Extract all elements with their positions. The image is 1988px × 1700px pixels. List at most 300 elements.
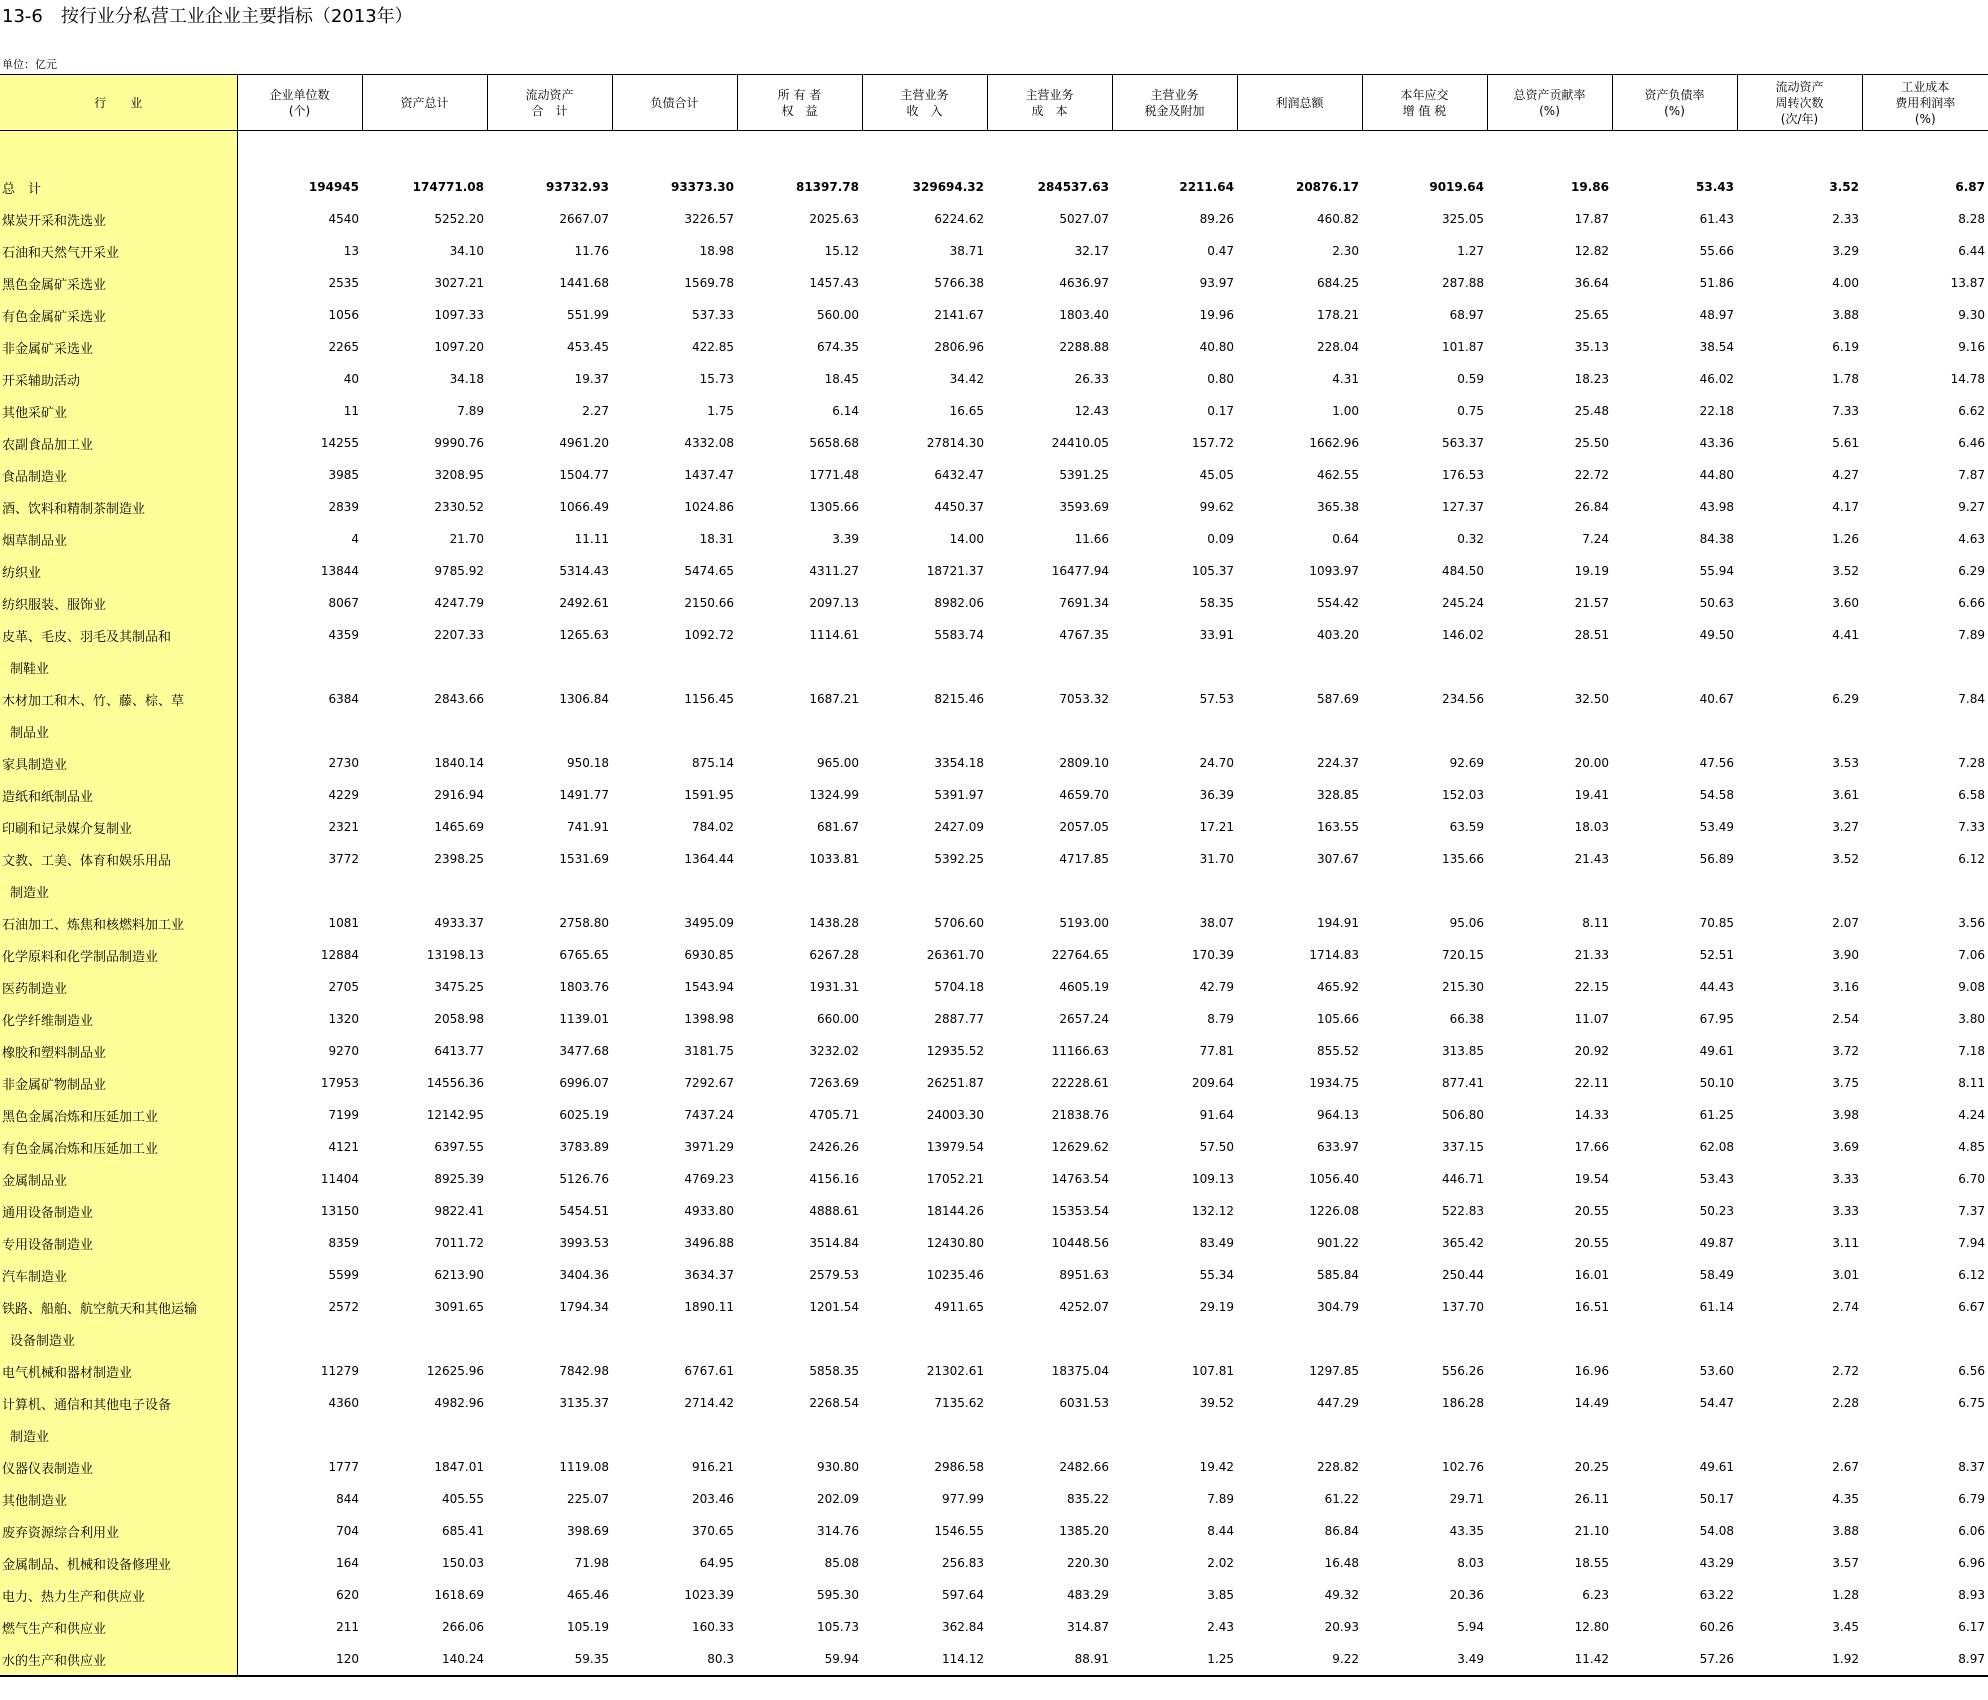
value-cell: 21.33 [1574, 948, 1609, 962]
table-row [0, 331, 1988, 363]
value-cell: 462.55 [1317, 468, 1359, 482]
value-cell: 20.55 [1574, 1204, 1609, 1218]
value-cell: 26361.70 [926, 948, 984, 962]
value-cell: 68.97 [1449, 308, 1484, 322]
value-cell: 8.97 [1862, 1643, 1988, 1676]
value-cell: 17953 [320, 1076, 359, 1090]
value-cell: 8067 [328, 596, 359, 610]
value-cell: 1491.77 [559, 788, 609, 802]
header-line: 权 益 [781, 103, 818, 118]
value-cell: 19.86 [1571, 180, 1609, 194]
value-cell: 11.76 [574, 244, 609, 258]
value-cell: 4705.71 [809, 1108, 859, 1122]
industry-cell: 煤炭开采和洗选业 [0, 203, 237, 235]
value-cell: 42.79 [1199, 980, 1234, 994]
value-cell: 44.43 [1699, 980, 1734, 994]
value-cell: 1803.76 [559, 980, 609, 994]
table-row [0, 1099, 1988, 1131]
value-cell: 152.03 [1442, 788, 1484, 802]
value-cell: 0.80 [1207, 372, 1234, 386]
industry-cell: 设备制造业 [0, 1323, 237, 1355]
value-cell: 5858.35 [809, 1364, 859, 1378]
spacer-cell [0, 131, 237, 172]
value-cell: 52.51 [1699, 948, 1734, 962]
value-cell: 7.37 [1958, 1204, 1985, 1218]
column-header [1112, 75, 1237, 131]
value-cell: 483.29 [1067, 1588, 1109, 1602]
value-cell: 50.63 [1699, 596, 1734, 610]
value-cell: 685.41 [442, 1524, 484, 1538]
spacer-cell [1237, 131, 1362, 172]
value-cell: 13979.54 [926, 1140, 984, 1154]
value-cell [862, 1323, 987, 1355]
value-cell: 16.51 [1574, 1300, 1609, 1314]
value-cell: 3496.88 [684, 1236, 734, 1250]
value-cell: 3.57 [1832, 1556, 1859, 1570]
value-cell: 45.05 [1199, 468, 1234, 482]
value-cell: 21.10 [1574, 1524, 1609, 1538]
value-cell: 55.94 [1699, 564, 1734, 578]
header-industry [0, 75, 237, 131]
table-row [0, 1291, 1988, 1323]
value-cell: 4769.23 [684, 1172, 734, 1186]
value-cell: 7.33 [1958, 820, 1985, 834]
value-cell: 4.31 [1332, 372, 1359, 386]
value-cell: 1931.31 [809, 980, 859, 994]
value-cell: 14763.54 [1051, 1172, 1109, 1186]
value-cell: 9.27 [1958, 500, 1985, 514]
value-cell [1362, 1323, 1487, 1355]
value-cell: 453.45 [567, 340, 609, 354]
value-cell [1112, 1323, 1237, 1355]
table-row [0, 779, 1988, 811]
value-cell: 0.32 [1457, 532, 1484, 546]
value-cell: 3208.95 [434, 468, 484, 482]
value-cell: 4982.96 [434, 1396, 484, 1410]
header-line: 费用利润率 [1895, 95, 1956, 110]
value-cell [1487, 651, 1612, 683]
value-cell: 24.70 [1199, 756, 1234, 770]
value-cell: 7437.24 [684, 1108, 734, 1122]
indicator-table [0, 74, 1988, 1677]
header-line: 流动资产 [525, 87, 574, 102]
value-cell: 55.34 [1199, 1268, 1234, 1282]
value-cell: 26.33 [1074, 372, 1109, 386]
value-cell: 6.70 [1958, 1172, 1985, 1186]
value-cell: 585.84 [1317, 1268, 1359, 1282]
value-cell: 7842.98 [559, 1364, 609, 1378]
value-cell: 63.59 [1449, 820, 1484, 834]
value-cell: 3.52 [1832, 564, 1859, 578]
value-cell: 1139.01 [559, 1012, 609, 1026]
spacer-cell [1112, 131, 1237, 172]
value-cell: 20.55 [1574, 1236, 1609, 1250]
value-cell: 560.00 [817, 308, 859, 322]
value-cell [987, 715, 1112, 747]
value-cell: 234.56 [1442, 692, 1484, 706]
value-cell: 2.43 [1207, 1620, 1234, 1634]
value-cell: 178.21 [1317, 308, 1359, 322]
value-cell: 784.02 [692, 820, 734, 834]
value-cell: 20.36 [1449, 1588, 1484, 1602]
value-cell: 21.57 [1574, 596, 1609, 610]
value-cell: 28.51 [1574, 628, 1609, 642]
value-cell: 194945 [308, 180, 359, 194]
value-cell: 6.62 [1958, 404, 1985, 418]
value-cell: 5706.60 [934, 916, 984, 930]
value-cell: 86.84 [1324, 1524, 1359, 1538]
value-cell: 20.00 [1574, 756, 1609, 770]
value-cell: 13.87 [1950, 276, 1985, 290]
value-cell: 127.37 [1442, 500, 1484, 514]
value-cell: 7011.72 [434, 1236, 484, 1250]
header-line: (次/年) [1780, 111, 1819, 126]
value-cell: 16.01 [1574, 1268, 1609, 1282]
value-cell: 422.85 [692, 340, 734, 354]
value-cell: 7.84 [1958, 692, 1985, 706]
value-cell: 6.29 [1958, 564, 1985, 578]
industry-cell: 制品业 [0, 715, 237, 747]
value-cell: 12629.62 [1051, 1140, 1109, 1154]
header-line: 税金及附加 [1144, 103, 1205, 118]
value-cell [737, 651, 862, 683]
value-cell: 1156.45 [684, 692, 734, 706]
value-cell: 855.52 [1317, 1044, 1359, 1058]
value-cell: 4450.37 [934, 500, 984, 514]
value-cell: 1398.98 [684, 1012, 734, 1026]
value-cell: 1.78 [1832, 372, 1859, 386]
value-cell [237, 875, 362, 907]
value-cell: 256.83 [942, 1556, 984, 1570]
value-cell: 4659.70 [1059, 788, 1109, 802]
value-cell: 19.42 [1199, 1460, 1234, 1474]
value-cell: 460.82 [1317, 212, 1359, 226]
value-cell: 54.58 [1699, 788, 1734, 802]
value-cell: 120 [237, 1643, 362, 1676]
header-line: 主营业务 [900, 87, 949, 102]
industry-cell: 皮革、毛皮、羽毛及其制品和 [0, 619, 237, 651]
value-cell: 3027.21 [434, 276, 484, 290]
value-cell [1862, 1323, 1988, 1355]
table-row [0, 555, 1988, 587]
value-cell: 1066.49 [559, 500, 609, 514]
value-cell: 93.97 [1199, 276, 1234, 290]
header-line: (%) [1664, 103, 1685, 118]
value-cell: 6.96 [1958, 1556, 1985, 1570]
value-cell: 83.49 [1199, 1236, 1234, 1250]
value-cell: 405.55 [442, 1492, 484, 1506]
value-cell: 3477.68 [559, 1044, 609, 1058]
value-cell: 11.42 [1487, 1643, 1612, 1676]
industry-cell: 有色金属冶炼和压延加工业 [0, 1131, 237, 1163]
value-cell: 43.29 [1699, 1556, 1734, 1570]
table-row [0, 1131, 1988, 1163]
value-cell: 58.49 [1699, 1268, 1734, 1282]
value-cell: 9.30 [1958, 308, 1985, 322]
value-cell: 8.93 [1958, 1588, 1985, 1602]
value-cell: 2714.42 [684, 1396, 734, 1410]
industry-cell: 废弃资源综合利用业 [0, 1515, 237, 1547]
value-cell: 209.64 [1192, 1076, 1234, 1090]
value-cell: 140.24 [362, 1643, 487, 1676]
value-cell: 0.59 [1457, 372, 1484, 386]
value-cell: 2398.25 [434, 852, 484, 866]
value-cell: 7263.69 [809, 1076, 859, 1090]
value-cell: 49.87 [1699, 1236, 1734, 1250]
value-cell: 7292.67 [684, 1076, 734, 1090]
value-cell: 3.52 [1832, 852, 1859, 866]
value-cell: 620 [336, 1588, 359, 1602]
value-cell: 2150.66 [684, 596, 734, 610]
value-cell: 250.44 [1442, 1268, 1484, 1282]
value-cell: 3772 [328, 852, 359, 866]
value-cell: 5252.20 [434, 212, 484, 226]
value-cell: 54.47 [1699, 1396, 1734, 1410]
value-cell: 57.53 [1199, 692, 1234, 706]
value-cell: 14.00 [949, 532, 984, 546]
value-cell: 447.29 [1317, 1396, 1359, 1410]
value-cell: 2.74 [1832, 1300, 1859, 1314]
value-cell: 10235.46 [926, 1268, 984, 1282]
value-cell [862, 715, 987, 747]
industry-cell: 纺织服装、服饰业 [0, 587, 237, 619]
value-cell [1237, 875, 1362, 907]
value-cell: 674.35 [817, 340, 859, 354]
value-cell: 57.26 [1612, 1643, 1737, 1676]
value-cell: 5658.68 [809, 436, 859, 450]
value-cell: 9785.92 [434, 564, 484, 578]
value-cell: 34.18 [449, 372, 484, 386]
value-cell: 5766.38 [934, 276, 984, 290]
value-cell: 43.98 [1699, 500, 1734, 514]
value-cell: 1364.44 [684, 852, 734, 866]
value-cell: 1201.54 [809, 1300, 859, 1314]
header-line: 主营业务 [1150, 87, 1199, 102]
value-cell: 0.17 [1207, 404, 1234, 418]
value-cell: 537.33 [692, 308, 734, 322]
value-cell: 105.19 [567, 1620, 609, 1634]
value-cell: 6.79 [1958, 1492, 1985, 1506]
value-cell [612, 715, 737, 747]
column-header [237, 75, 362, 131]
industry-cell: 制造业 [0, 1419, 237, 1451]
value-cell: 2758.80 [559, 916, 609, 930]
value-cell: 8951.63 [1059, 1268, 1109, 1282]
value-cell: 2579.53 [809, 1268, 859, 1282]
value-cell: 59.94 [737, 1643, 862, 1676]
value-cell: 5126.76 [559, 1172, 609, 1186]
value-cell: 13 [343, 244, 359, 258]
value-cell: 6.29 [1832, 692, 1859, 706]
header-line: 增 值 税 [1402, 103, 1447, 118]
value-cell [487, 875, 612, 907]
value-cell: 19.19 [1574, 564, 1609, 578]
value-cell: 16477.94 [1051, 564, 1109, 578]
value-cell: 1.75 [707, 404, 734, 418]
value-cell: 2839 [328, 500, 359, 514]
value-cell [362, 651, 487, 683]
value-cell: 220.30 [1067, 1556, 1109, 1570]
value-cell: 370.65 [692, 1524, 734, 1538]
value-cell: 49.32 [1324, 1588, 1359, 1602]
value-cell: 325.05 [1442, 212, 1484, 226]
value-cell: 20.92 [1574, 1044, 1609, 1058]
value-cell: 55.66 [1699, 244, 1734, 258]
value-cell: 329694.32 [912, 180, 984, 194]
table-row [0, 1611, 1988, 1643]
value-cell: 6.75 [1958, 1396, 1985, 1410]
value-cell [1362, 875, 1487, 907]
value-cell: 3135.37 [559, 1396, 609, 1410]
table-body [0, 131, 1988, 1677]
table-row [0, 1643, 1988, 1676]
value-cell: 2.07 [1832, 916, 1859, 930]
table-row [0, 1355, 1988, 1387]
value-cell: 17.87 [1574, 212, 1609, 226]
value-cell: 3.16 [1832, 980, 1859, 994]
value-cell: 164 [336, 1556, 359, 1570]
table-row [0, 1163, 1988, 1195]
value-cell: 7199 [328, 1108, 359, 1122]
value-cell: 506.80 [1442, 1108, 1484, 1122]
value-cell [987, 1419, 1112, 1451]
header-line: 资产总计 [400, 95, 449, 110]
value-cell: 3.27 [1832, 820, 1859, 834]
spacer-cell [612, 131, 737, 172]
value-cell: 6.46 [1958, 436, 1985, 450]
value-cell: 977.99 [942, 1492, 984, 1506]
spacer-cell [862, 131, 987, 172]
value-cell: 11166.63 [1051, 1044, 1109, 1058]
value-cell [237, 1419, 362, 1451]
value-cell: 17052.21 [926, 1172, 984, 1186]
value-cell: 5314.43 [559, 564, 609, 578]
value-cell [237, 651, 362, 683]
value-cell [1237, 1419, 1362, 1451]
value-cell: 25.48 [1574, 404, 1609, 418]
value-cell [362, 715, 487, 747]
value-cell: 1023.39 [684, 1588, 734, 1602]
value-cell: 741.91 [567, 820, 609, 834]
value-cell: 6413.77 [434, 1044, 484, 1058]
value-cell: 58.35 [1199, 596, 1234, 610]
value-cell: 12.80 [1574, 1620, 1609, 1634]
value-cell: 17.66 [1574, 1140, 1609, 1154]
industry-cell: 文教、工美、体育和娱乐用品 [0, 843, 237, 875]
value-cell: 18144.26 [926, 1204, 984, 1218]
value-cell: 6.23 [1582, 1588, 1609, 1602]
value-cell: 3.49 [1362, 1643, 1487, 1676]
header-line: 工业成本 [1901, 79, 1950, 94]
value-cell [612, 651, 737, 683]
value-cell: 194.91 [1317, 916, 1359, 930]
value-cell: 53.49 [1699, 820, 1734, 834]
value-cell: 595.30 [817, 1588, 859, 1602]
value-cell: 1687.21 [809, 692, 859, 706]
value-cell: 4247.79 [434, 596, 484, 610]
value-cell: 1441.68 [559, 276, 609, 290]
value-cell: 8.11 [1582, 916, 1609, 930]
value-cell: 8.28 [1958, 212, 1985, 226]
value-cell: 2657.24 [1059, 1012, 1109, 1026]
value-cell: 245.24 [1442, 596, 1484, 610]
value-cell: 19.96 [1199, 308, 1234, 322]
value-cell: 61.43 [1699, 212, 1734, 226]
industry-cell: 橡胶和塑料制品业 [0, 1035, 237, 1067]
value-cell: 3514.84 [809, 1236, 859, 1250]
value-cell [362, 875, 487, 907]
value-cell: 1119.08 [559, 1460, 609, 1474]
value-cell: 20.93 [1324, 1620, 1359, 1634]
value-cell: 16.48 [1324, 1556, 1359, 1570]
value-cell: 6031.53 [1059, 1396, 1109, 1410]
value-cell: 11.07 [1574, 1012, 1609, 1026]
value-cell: 6.58 [1958, 788, 1985, 802]
value-cell: 877.41 [1442, 1076, 1484, 1090]
value-cell: 202.09 [817, 1492, 859, 1506]
value-cell: 365.38 [1317, 500, 1359, 514]
value-cell: 1305.66 [809, 500, 859, 514]
value-cell: 44.80 [1699, 468, 1734, 482]
value-cell: 53.43 [1699, 1172, 1734, 1186]
value-cell: 36.64 [1574, 276, 1609, 290]
value-cell: 203.46 [692, 1492, 734, 1506]
value-cell: 228.82 [1317, 1460, 1359, 1474]
value-cell: 4540 [328, 212, 359, 226]
value-cell: 46.02 [1699, 372, 1734, 386]
value-cell: 26251.87 [926, 1076, 984, 1090]
value-cell [1612, 1419, 1737, 1451]
value-cell: 2809.10 [1059, 756, 1109, 770]
industry-cell: 金属制品业 [0, 1163, 237, 1195]
value-cell: 43.35 [1449, 1524, 1484, 1538]
table-row [0, 363, 1988, 395]
value-cell: 89.26 [1199, 212, 1234, 226]
value-cell [737, 715, 862, 747]
industry-cell: 通用设备制造业 [0, 1195, 237, 1227]
industry-cell: 非金属矿物制品业 [0, 1067, 237, 1099]
industry-cell: 造纸和纸制品业 [0, 779, 237, 811]
table-row [0, 1195, 1988, 1227]
value-cell: 446.71 [1442, 1172, 1484, 1186]
value-cell: 11404 [320, 1172, 359, 1186]
value-cell: 92.69 [1449, 756, 1484, 770]
value-cell: 1092.72 [684, 628, 734, 642]
value-cell [1612, 1323, 1737, 1355]
value-cell: 91.64 [1199, 1108, 1234, 1122]
table-row [0, 1259, 1988, 1291]
industry-cell: 纺织业 [0, 555, 237, 587]
value-cell: 2288.88 [1059, 340, 1109, 354]
page-title: 13-6 按行业分私营工业企业主要指标（2013年） [2, 6, 413, 27]
table-row [0, 1387, 1988, 1419]
value-cell: 3.53 [1832, 756, 1859, 770]
value-cell: 3.56 [1958, 916, 1985, 930]
value-cell: 71.98 [574, 1556, 609, 1570]
value-cell: 8215.46 [934, 692, 984, 706]
table-row [0, 811, 1988, 843]
value-cell: 307.67 [1317, 852, 1359, 866]
value-cell: 3.98 [1832, 1108, 1859, 1122]
industry-cell: 农副食品加工业 [0, 427, 237, 459]
value-cell: 163.55 [1317, 820, 1359, 834]
value-cell: 14.33 [1574, 1108, 1609, 1122]
value-cell: 2.28 [1832, 1396, 1859, 1410]
value-cell: 6765.65 [559, 948, 609, 962]
value-cell [1237, 715, 1362, 747]
value-cell: 6397.55 [434, 1140, 484, 1154]
value-cell [487, 1323, 612, 1355]
